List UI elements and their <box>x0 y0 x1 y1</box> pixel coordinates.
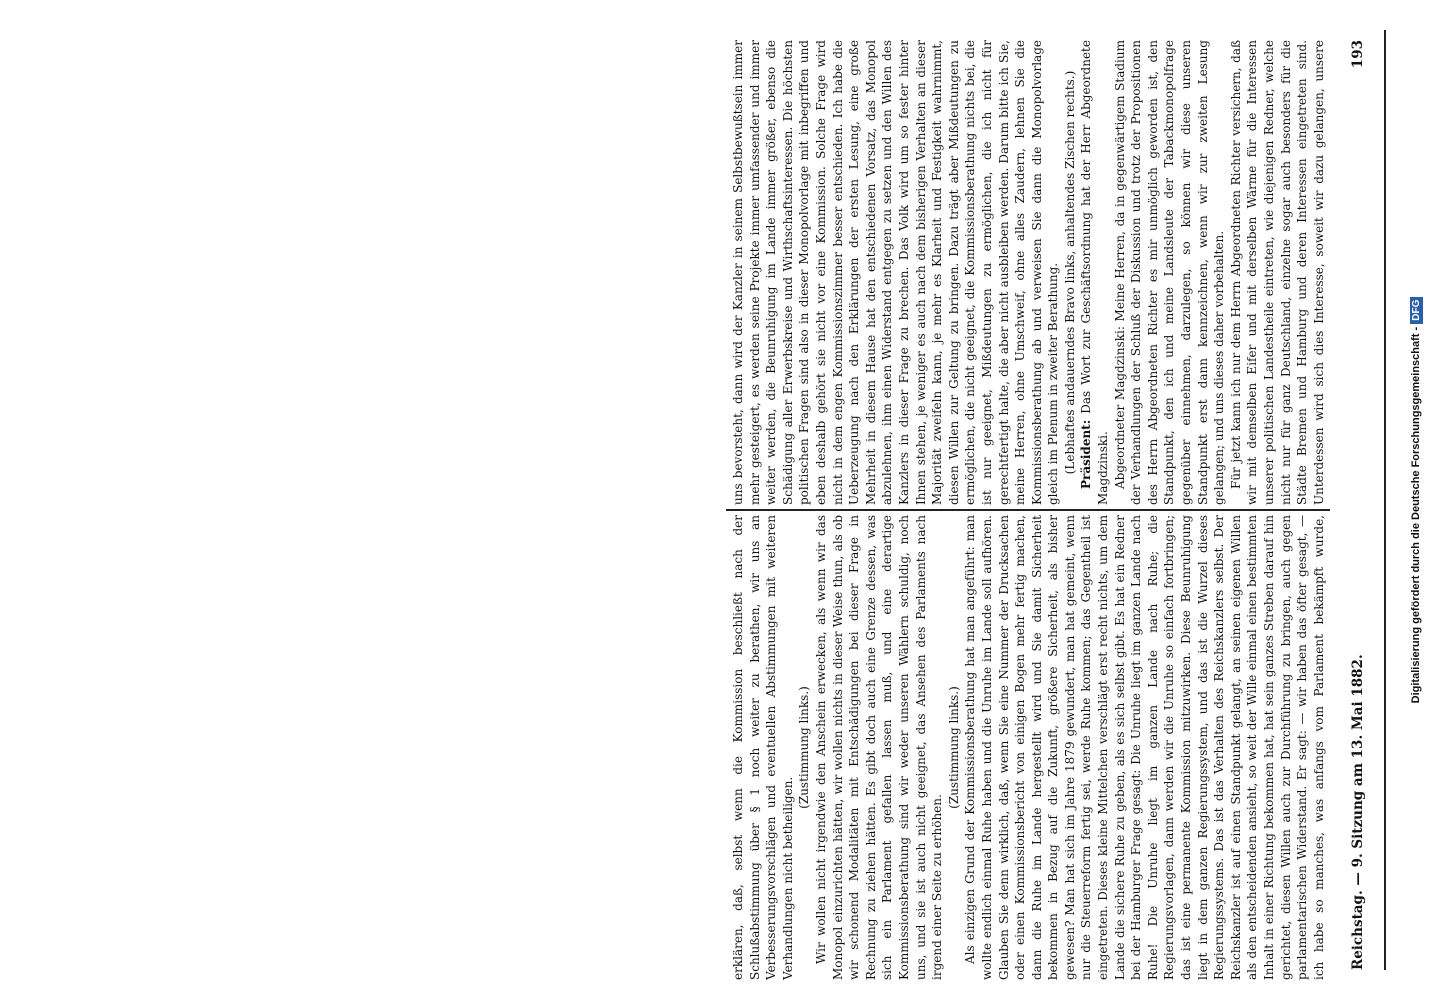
left-column <box>730 515 1330 980</box>
paragraph: Als einzigen Grund der Kommissionsberathung hat man angeführt: man wollte endlich einmal Ruhe haben und die Unruhe im Lande soll aufhören. Glauben Sie denn wirklich, daß, wenn Sie eine Nummer der Drucksachen oder einen Kommissionsbericht von einigen Bogen mehr fertig machen, dann die Ruhe im Lande hergestellt wird und Sie damit Sicherheit bekommen in Bezug auf die Zukunft, größere Sicherheit, als bisher gewesen? Man hat sich im Jahre 1879 gewundert, man hat gemeint, wenn nur die Steuerreform fertig sei, werde Ruhe kommen; das Gegentheil ist eingetreten. Dieses kleine Mittelchen verschlägt erst recht nichts, um dem Lande die sichere Ruhe zu geben, als es sich selbst gibt. Es hat ein Redner bei der Hamburger Frage gesagt: Die Unruhe liegt im ganzen Lande nach Ruhe! Die Unruhe liegt im ganzen Lande nach Ruhe; die Regierungsvorlagen, dann werden wir die Unruhe so einfach fortbringen; das ist eine permanente Kommission mitzuwirken. Diese Beunruhigung liegt in dem ganzen Regierungssystem, und das ist die Wurzel dieses Regierungssystems. Das ist das Verhalten des Reichskanzlers selbst. Der Reichskanzler ist auf einen Standpunkt gelangt, an seinen eigenen Willen als den entscheidenden ansieht, so weit der Wille einmal einen bestimmten Inhalt in einer Richtung bekommen hat, hat sein ganzes Streben darauf hin gerichtet, diesen Willen auch zur Durchführung zu bringen, auch gegen parlamentarischen Widerstand. Er sagt: — wir haben das öfter gesagt, — ich habe so manches, was anfangs vom Parlament bekämpft wurde, <box>963 515 1326 980</box>
paragraph: Wir wollen nicht irgendwie den Anschein erwecken, als wenn wir das Monopol einzurichten hätten, wir wollen nichts in dieser Weise thun, als ob wir schonend Modalitäten mit Entschädigungen bei dieser Frage in Rechnung zu ziehen hätten. Es gibt doch auch eine Grenze dessen, was sich ein Parlament gefallen lassen muß, und eine derartige Kommissionsberathung sind wir weder unseren Wählern schuldig, noch uns, und sie ist auch nicht geeignet, das Ansehen des Parlaments nach irgend einer Seite zu erhöhen. <box>813 515 945 980</box>
speech-text: Das Wort zur Geschäftsordnung hat der Herr Abgeordnete Magdzinski. <box>1079 40 1111 505</box>
paragraph: erklären, daß, selbst wenn die Kommission beschließt nach der Schlußabstimmung über § 1 noch weiter zu berathen, wir uns an Verbesserungsvorschlägen und eventuellen Abstimmungen mit weiteren Verhandlungen nicht betheiligen. <box>731 515 795 980</box>
page-number: 193 <box>1350 40 1366 69</box>
paragraph: Für jetzt kann ich nur dem Herrn Abgeordneten Richter versichern, daß wir mit demselben Eifer und mit derselben Wärme für die Interessen unserer politischen Landestheile eintreten, wie diejenigen Redner, welche nicht nur für ganz Deutschland, einzelne sogar auch besonders für die Städte Bremen und Hamburg und deren Interessen eingetreten sind. Unterdessen wird sich dies Interesse, soweit wir dazu gelangen, unsere <box>1228 40 1326 505</box>
speech-paragraph <box>1078 40 1111 505</box>
reaction: (Lebhaftes andauerndes Bravo links, anhaltendes Zischen rechts.) <box>1062 70 1077 475</box>
reaction: (Zustimmung links.) <box>946 686 961 809</box>
header-title: Reichstag. — 9. Sitzung am 13. Mai 1882. <box>1350 654 1366 970</box>
header-rule <box>1384 30 1386 970</box>
right-column <box>730 40 1330 505</box>
reaction: (Zustimmung links.) <box>797 686 812 809</box>
funding-sidebar <box>1400 0 1432 1000</box>
paragraph: uns bevorsteht, dann wird der Kanzler in seinem Selbstbewußtsein immer mehr gesteigert, es werden seine Projekte immer umfassender und immer weiter werden, die Beunruhigung im Lande immer größer, ebenso die Schädigung aller Erwerbskreise und Wirthschaftsinteressen. Die höchsten politischen Fragen sind also in dieser Monopolvorlage mit inbegriffen und eben deshalb gehört sie nicht vor eine Kommission. Solche Frage wird nicht in dem engen Kommissionszimmer besser entschieden. Ich habe die Ueberzeugung nach den Erklärungen der ersten Lesung, eine große Mehrheit in diesem Hause hat den entschiedenen Vorsatz, das Monopol abzulehnen, ihm einen Widerstand entgegen zu setzen und den Willen des Kanzlers in dieser Frage zu brechen. Das Volk wird um so fester hinter Ihnen stehen, je weniger es auch nach dem bisherigen Verhalten an dieser Majorität zweifeln kann, je mehr es Klarheit und Festigkeit wahrnimmt, diesen Willen zur Geltung zu bringen. Dazu trägt aber Mißdeutungen zu ermöglichen, die nicht geeignet, die Kommissionsberathung nichts bei, die ist nur geeignet, Mißdeutungen zu ermöglichen, die ich nicht für gerechtfertigt halte, die aber nicht ausbleiben werden. Darum bitte ich Sie, meine Herren, ohne Umschweif, ohne alles Zaudern, lehnen Sie die Kommissionsberathung ab und verweisen Sie dann die Monopolvorlage gleich im Plenum in zweiter Berathung. <box>731 40 1061 505</box>
speaker-label: Präsident: <box>1079 419 1094 489</box>
dfg-logo: DFG <box>1410 297 1423 324</box>
page-header <box>1340 40 1380 970</box>
paragraph: Abgeordneter Magdzinski: Meine Herren, da in gegenwärtigem Stadium der Verhandlungen der Schluß der Diskussion und trotz der Propositionen des Herrn Abgeordneten Richter es mir unmöglich geworden ist, den Standpunkt, den ich und meine Landsleute der Tabackmonopolfrage gegenüber einnehmen, darzulegen, so können wir diese unseren Standpunkt erst dann kennzeichnen, wenn wir zur zweiten Lesung gelangen; und uns dieses daher vorbehalten. <box>1112 40 1227 505</box>
column-divider <box>726 509 1330 511</box>
funding-notice <box>1400 0 1432 1000</box>
funding-text: Digitalisierung gefördert durch die Deutsche Forschungsgemeinschaft - <box>1410 326 1422 704</box>
